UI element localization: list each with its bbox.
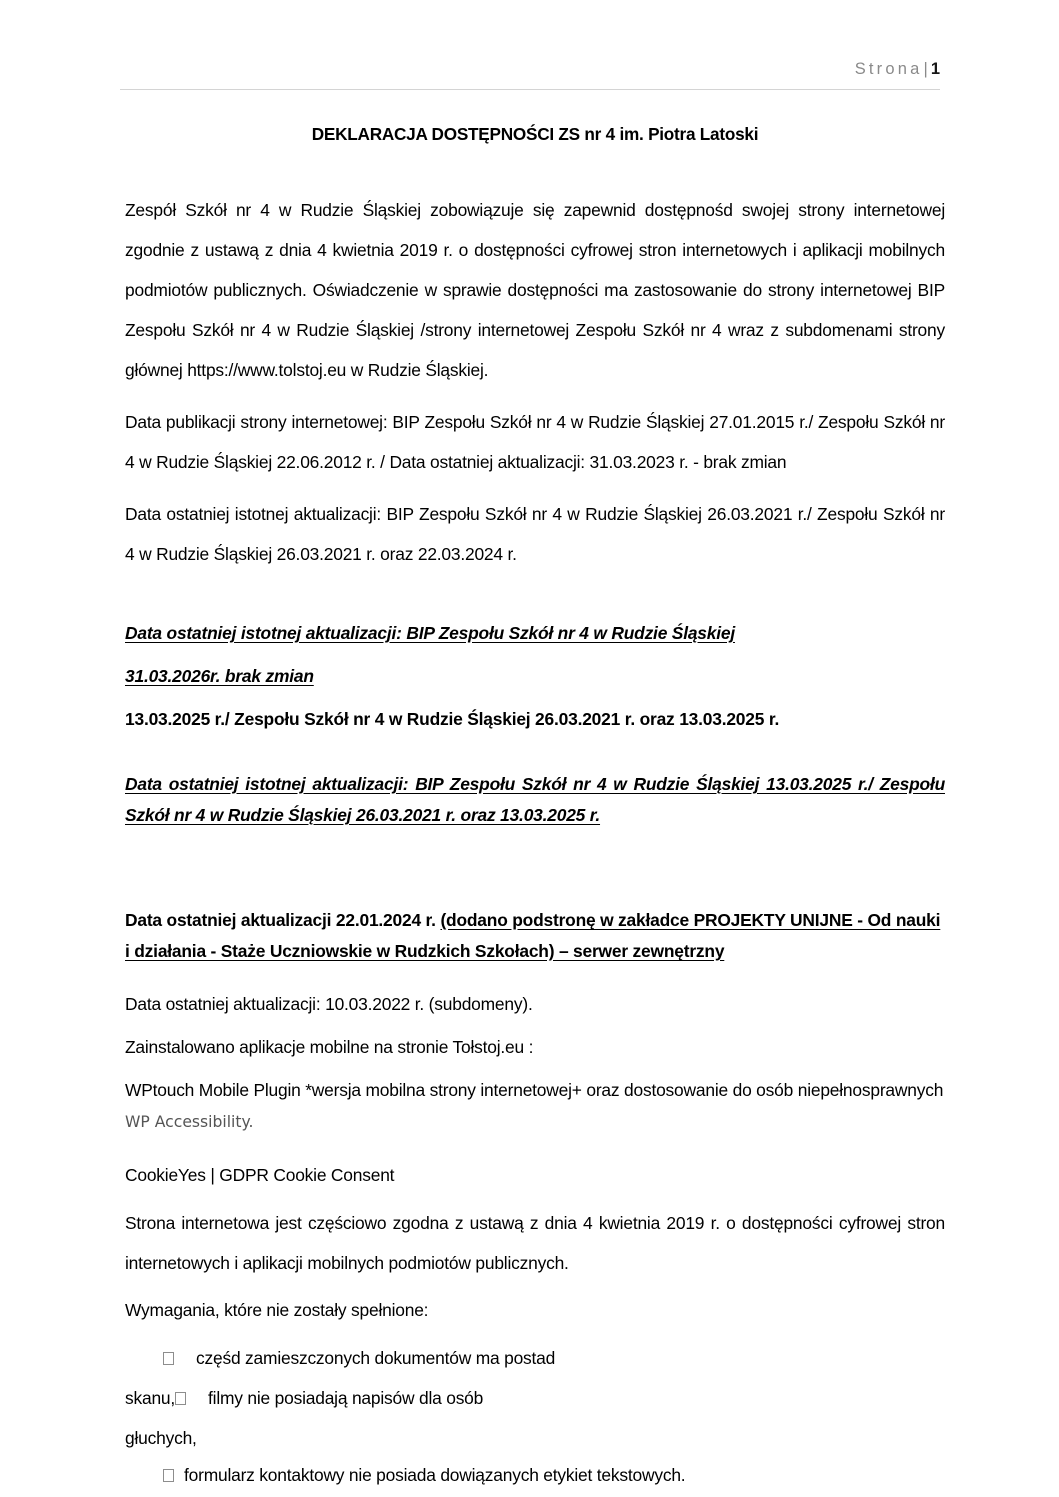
spacer (125, 482, 945, 494)
page-header-text (855, 56, 940, 82)
spacer (125, 1191, 945, 1203)
paragraph-publication-date: Data publikacji strony internetowej: BIP Zespołu Szkół nr 4 w Rudzie Śląskiej 27.01.2015 r./ Zespołu Szkół nr 4 w Rudzie Śląskiej 22.06.2012 r. / Data ostatniej aktualizacji: 31.03.2023 r. - brak zmian (125, 412, 945, 472)
wptouch-text: WPtouch Mobile Plugin *wersja mobilna strony internetowej+ oraz dostosowanie do osób niepełnosprawnych (125, 1080, 944, 1100)
bullet-box-icon (175, 1392, 186, 1405)
spacer (125, 692, 945, 704)
spacer (125, 146, 945, 190)
paragraph-update-2022: Data ostatniej aktualizacji: 10.03.2022 r. (subdomeny). (125, 994, 533, 1014)
spacer (125, 967, 945, 989)
paragraph-requirements-heading: Wymagania, które nie zostały spełnione: (125, 1300, 429, 1320)
page-number: 1 (930, 60, 940, 78)
highlight-update-2026-line1: Data ostatniej istotnej aktualizacji: BIP Zespołu Szkół nr 4 w Rudzie Śląskiej (125, 623, 735, 643)
paragraph-intro: Zespół Szkół nr 4 w Rudzie Śląskiej zobowiązuje się zapewnid dostępnośd swojej strony internetowej zgodnie z ustawą z dnia 4 kwietnia 2019 r. o dostępności cyfrowej stron internetowych i aplikacji mobilnych podmiotów publicznych. Oświadczenie w sprawie dostępności ma zastosowanie do strony internetowej BIP Zespołu Szkół nr 4 w Rudzie Śląskiej /strony internetowej Zespołu Szkół nr 4 wraz z subdomenami strony głównej https://www.tolstoj.eu w Rudzie Śląskiej. (125, 200, 945, 380)
highlight-update-2025: Data ostatniej istotnej aktualizacji: BIP Zespołu Szkół nr 4 w Rudzie Śląskiej 13.03.2025 r./ Zespołu Szkół nr 4 w Rudzie Śląskiej 26.03.2021 r. oraz 13.03.2025 r. (125, 774, 945, 825)
spacer (125, 574, 945, 618)
spacer (125, 831, 945, 905)
list-item (125, 1418, 945, 1458)
spacer (125, 1326, 945, 1338)
update-2024-detail: (dodano podstronę w zakładce PROJEKTY UNIJNE - Od nauki i działania - Staże Uczniowskie w Rudzkich Szkołach) – serwer zewnętrzny (125, 910, 941, 961)
paragraph-wptouch (125, 1075, 945, 1138)
list-item (125, 1378, 945, 1418)
page-header-label: Strona (854, 60, 923, 78)
spacer (125, 649, 945, 661)
bullet-box-icon (163, 1352, 174, 1365)
wp-accessibility-text: WP Accessibility. (125, 1113, 254, 1131)
document-body (125, 122, 945, 1492)
list-item-continuation: głuchych, (125, 1428, 197, 1448)
list-item-continuation: skanu, (125, 1388, 176, 1408)
update-2024-prefix: Data ostatniej aktualizacji 22.01.2024 r. (125, 910, 441, 930)
list-item (125, 1458, 945, 1492)
list-item-label: filmy nie posiadają napisów dla osób (208, 1388, 484, 1408)
spacer (125, 390, 945, 402)
highlight-update-2026-line2: 31.03.2026r. brak zmian (125, 666, 314, 686)
paragraph-update-2024 (125, 905, 945, 967)
bold-update-line-2025: 13.03.2025 r./ Zespołu Szkół nr 4 w Rudzie Śląskiej 26.03.2021 r. oraz 13.03.2025 r. (125, 709, 780, 729)
list-item-label: formularz kontaktowy nie posiada dowiązanych etykiet tekstowych. (184, 1465, 686, 1485)
list-item (125, 1338, 945, 1378)
list-item-label: częśd zamieszczonych dokumentów ma postad (196, 1348, 556, 1368)
page-header-separator: | (923, 60, 928, 78)
page-header (120, 56, 940, 90)
spacer (125, 1138, 945, 1160)
spacer (125, 735, 945, 769)
spacer (125, 1020, 945, 1032)
paragraph-last-major-update-1: Data ostatniej istotnej aktualizacji: BIP Zespołu Szkół nr 4 w Rudzie Śląskiej 26.03.2021 r./ Zespołu Szkół nr 4 w Rudzie Śląskiej 26.03.2021 r. oraz 22.03.2024 r. (125, 504, 945, 564)
document-title: DEKLARACJA DOSTĘPNOŚCI ZS nr 4 im. Piotra Latoski (311, 124, 759, 144)
paragraph-partial-compliance: Strona internetowa jest częściowo zgodna z ustawą z dnia 4 kwietnia 2019 r. o dostępności cyfrowej stron internetowych i aplikacji mobilnych podmiotów publicznych. (125, 1213, 945, 1273)
spacer (125, 1063, 945, 1075)
paragraph-cookie-consent: CookieYes | GDPR Cookie Consent (125, 1165, 395, 1185)
spacer (125, 1283, 945, 1295)
paragraph-mobile-apps-intro: Zainstalowano aplikacje mobilne na stronie Tołstoj.eu : (125, 1037, 534, 1057)
bullet-box-icon (163, 1469, 174, 1482)
